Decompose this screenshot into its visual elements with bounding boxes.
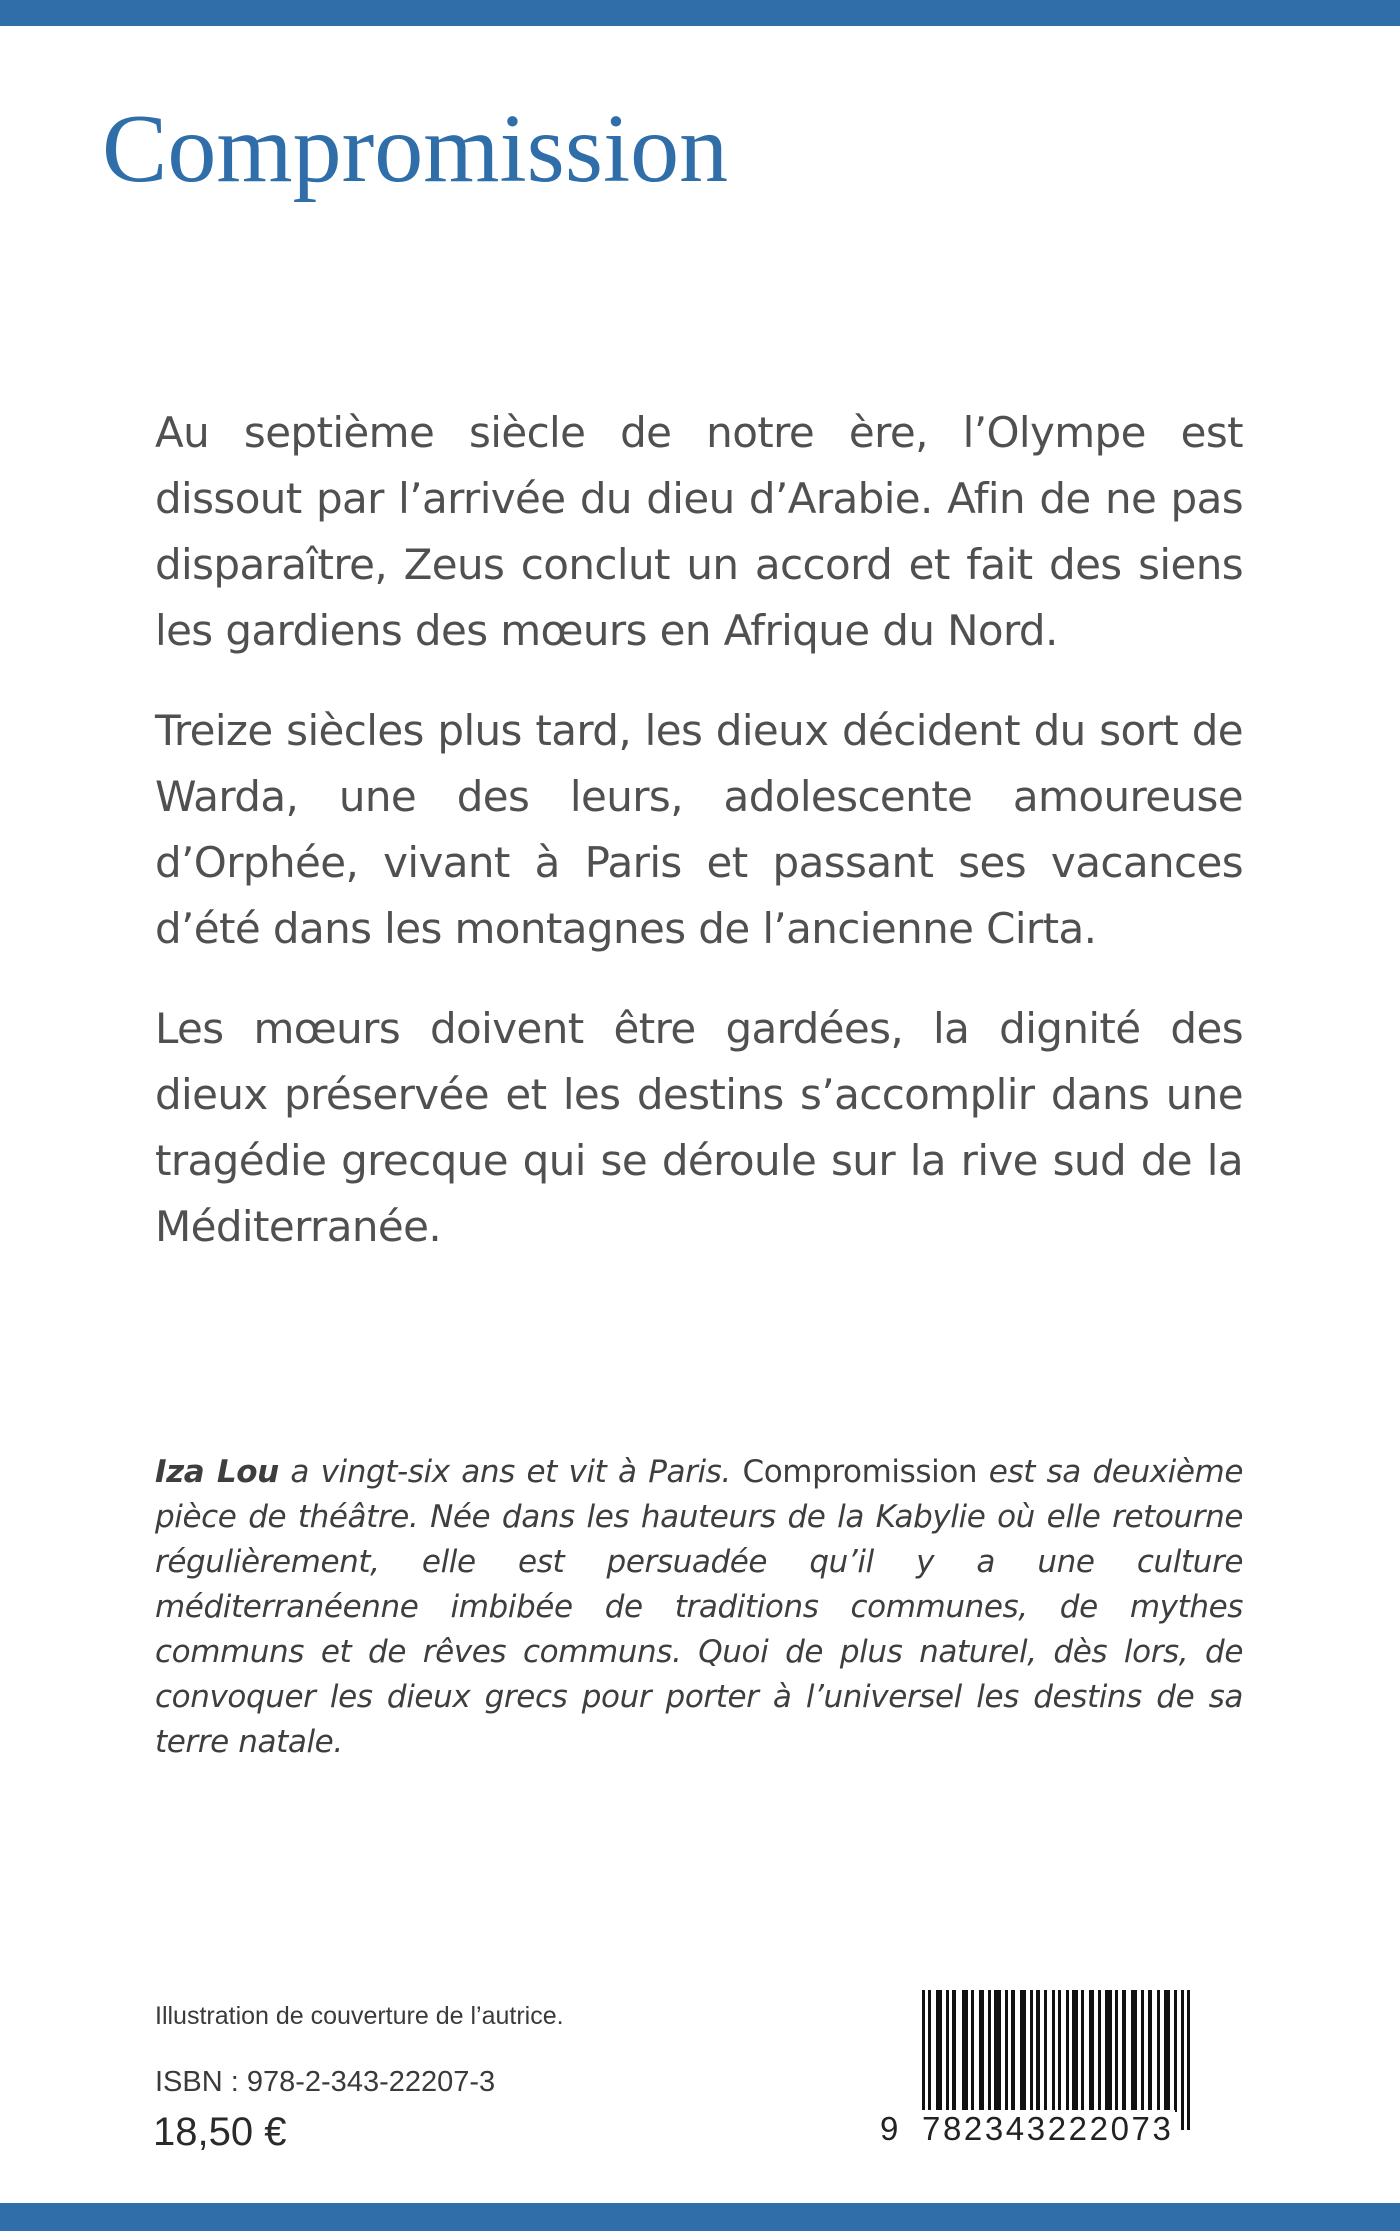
barcode-digits: 782343222073 — [922, 2110, 1174, 2147]
illustration-credit: Illustration de couverture de l’autrice. — [155, 2002, 564, 2030]
bio-book-title: Compromission — [742, 1454, 978, 1490]
blurb-paragraph: Au septième siècle de notre ère, l’Olympe est dissout par l’arrivée du dieu d’Arabie. Afin de ne pas disparaître, Zeus conclut un accord et fait des siens les gardiens des mœurs en Afrique du Nord. — [155, 408, 1243, 655]
bio-text: a vingt-six ans et vit à Paris. — [278, 1454, 743, 1490]
barcode-bars — [880, 1990, 1230, 2130]
barcode-number — [880, 2110, 1230, 2148]
book-title: Compromission — [102, 95, 729, 203]
bio-text: est sa deuxième pièce de théâtre. Née dans les hauteurs de la Kabylie où elle retourne régulièrement, elle est persuadée qu’il y a une culture méditerranéenne imbibée de traditions communes, de mythes communs et de rêves communs. Quoi de plus naturel, dès lors, de convoquer les dieux grecs pour porter à l’universel les destins de sa terre natale. — [155, 1454, 1243, 1760]
author-bio — [155, 1450, 1243, 1765]
author-name: Iza Lou — [155, 1454, 279, 1490]
bottom-color-band — [0, 2203, 1400, 2231]
price: 18,50 € — [153, 2110, 287, 2154]
blurb-paragraph: Treize siècles plus tard, les dieux décident du sort de Warda, une des leurs, adolescente amoureuse d’Orphée, vivant à Paris et passant ses vacances d’été dans les montagnes de l’ancienne Cirta. — [155, 706, 1243, 953]
isbn: ISBN : 978-2-343-22207-3 — [155, 2066, 496, 2098]
top-color-band — [0, 0, 1400, 26]
back-cover-blurb — [155, 400, 1243, 1294]
barcode-first-digit: 9 — [880, 2110, 901, 2147]
blurb-paragraph: Les mœurs doivent être gardées, la dignité des dieux préservée et les destins s’accomplir dans une tragédie grecque qui se déroule sur la rive sud de la Méditerranée. — [155, 1004, 1243, 1251]
